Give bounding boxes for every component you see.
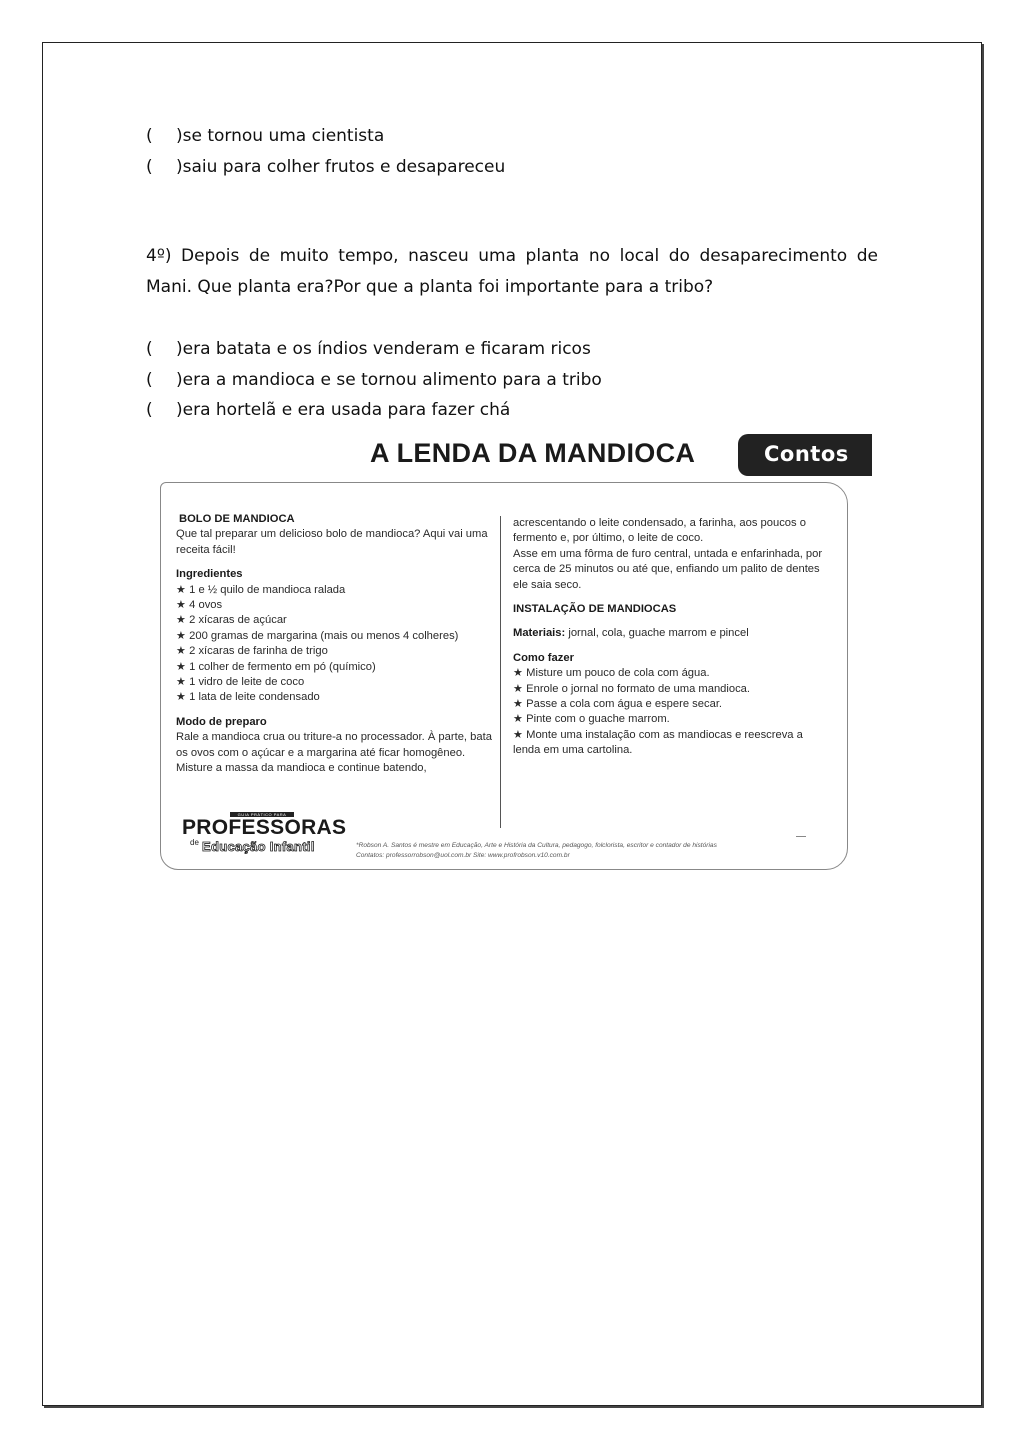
step-item: ★ Passe a cola com água e espere secar.: [513, 698, 723, 711]
how-title: Como fazer: [513, 651, 574, 664]
option-prev-2: [146, 152, 505, 183]
ingredient-item: ★ 1 lata de leite condensado: [176, 691, 320, 704]
ingredient-item: ★ 2 xícaras de açúcar: [176, 614, 287, 627]
logo-de-text: de: [190, 838, 199, 847]
option-paren: (: [146, 339, 153, 359]
logo-main-text: PROFESSORAS: [182, 816, 347, 839]
contos-badge: [738, 434, 872, 476]
left-column: [176, 512, 498, 777]
option-text: )se tornou uma cientista: [176, 126, 385, 146]
ingredient-item: ★ 2 xícaras de farinha de trigo: [176, 645, 328, 658]
ingredient-item: ★ 200 gramas de margarina (mais ou menos 4 colheres): [176, 629, 459, 642]
professoras-logo: [182, 812, 347, 858]
option-text: )era a mandioca e se tornou alimento para a tribo: [176, 370, 602, 390]
recipe-title: BOLO DE MANDIOCA: [179, 513, 295, 525]
option-paren: (: [146, 400, 153, 420]
badge-label: Contos: [764, 442, 849, 466]
step-item: ★ Enrole o jornal no formato de uma mandioca.: [513, 682, 751, 695]
decorative-dash: [796, 836, 806, 837]
materials-text: jornal, cola, guache marrom e pincel: [565, 627, 749, 640]
scanned-excerpt: [160, 432, 876, 876]
materials-line: [513, 626, 831, 641]
option-4c: [146, 395, 510, 426]
recipe-intro: Que tal preparar um delicioso bolo de mandioca? Aqui vai uma receita fácil!: [176, 528, 488, 556]
method-bake: Asse em uma fôrma de furo central, untada e enfarinhada, por cerca de 25 minutos ou até que, enfiando um palito de dentes ele saia seco.: [513, 547, 823, 591]
method-title: Modo de preparo: [176, 715, 267, 728]
right-column: [513, 516, 831, 759]
ingredient-item: ★ 1 e ½ quilo de mandioca ralada: [176, 583, 346, 596]
option-paren: (: [146, 370, 153, 390]
method-continued: acrescentando o leite condensado, a farinha, aos poucos o fermento e, por último, o leite de coco.: [513, 517, 806, 545]
step-item: ★ Pinte com o guache marrom.: [513, 713, 670, 726]
ingredient-item: ★ 1 vidro de leite de coco: [176, 676, 305, 689]
ingredient-item: ★ 1 colher de fermento em pó (químico): [176, 660, 376, 673]
credit-line-1: *Robson A. Santos é mestre em Educação, Arte e História da Cultura, pedagogo, folclorista, escritor e contador de histórias: [356, 842, 717, 849]
step-item: ★ Misture um pouco de cola com água.: [513, 667, 710, 680]
question-4: 4º) Depois de muito tempo, nasceu uma planta no local do desaparecimento de Mani. Que planta era?Por que a planta foi importante para a tribo?: [146, 246, 878, 297]
option-paren: (: [146, 126, 153, 146]
materials-label: Materiais:: [513, 627, 566, 640]
option-prev-1: [146, 121, 384, 152]
excerpt-title: A LENDA DA MANDIOCA: [370, 438, 696, 468]
option-4a: [146, 334, 591, 365]
author-credit: [356, 841, 717, 860]
option-4b: [146, 365, 602, 396]
column-divider: [500, 516, 501, 828]
method-text: Rale a mandioca crua ou triture-a no processador. À parte, bata os ovos com o açúcar e a margarina até ficar homogêneo. Misture a massa da mandioca e continue batendo,: [176, 731, 492, 775]
install-title: INSTALAÇÃO DE MANDIOCAS: [513, 603, 677, 616]
logo-small-text: GUIA PRÁTICO PARA: [230, 812, 294, 817]
option-text: )saiu para colher frutos e desapareceu: [176, 157, 506, 177]
option-text: )era hortelã e era usada para fazer chá: [176, 400, 511, 420]
logo-sub-text: Educação Infantil: [202, 839, 315, 854]
step-item: ★ Monte uma instalação com as mandiocas e reescreva a lenda em uma cartolina.: [513, 728, 803, 757]
ingredients-title: Ingredientes: [176, 568, 243, 581]
option-text: )era batata e os índios venderam e ficaram ricos: [176, 339, 591, 359]
ingredient-item: ★ 4 ovos: [176, 599, 223, 612]
credit-line-2: Contatos: professorrobson@uol.com.br Site: www.profrobson.v10.com.br: [356, 851, 570, 859]
option-paren: (: [146, 157, 153, 177]
